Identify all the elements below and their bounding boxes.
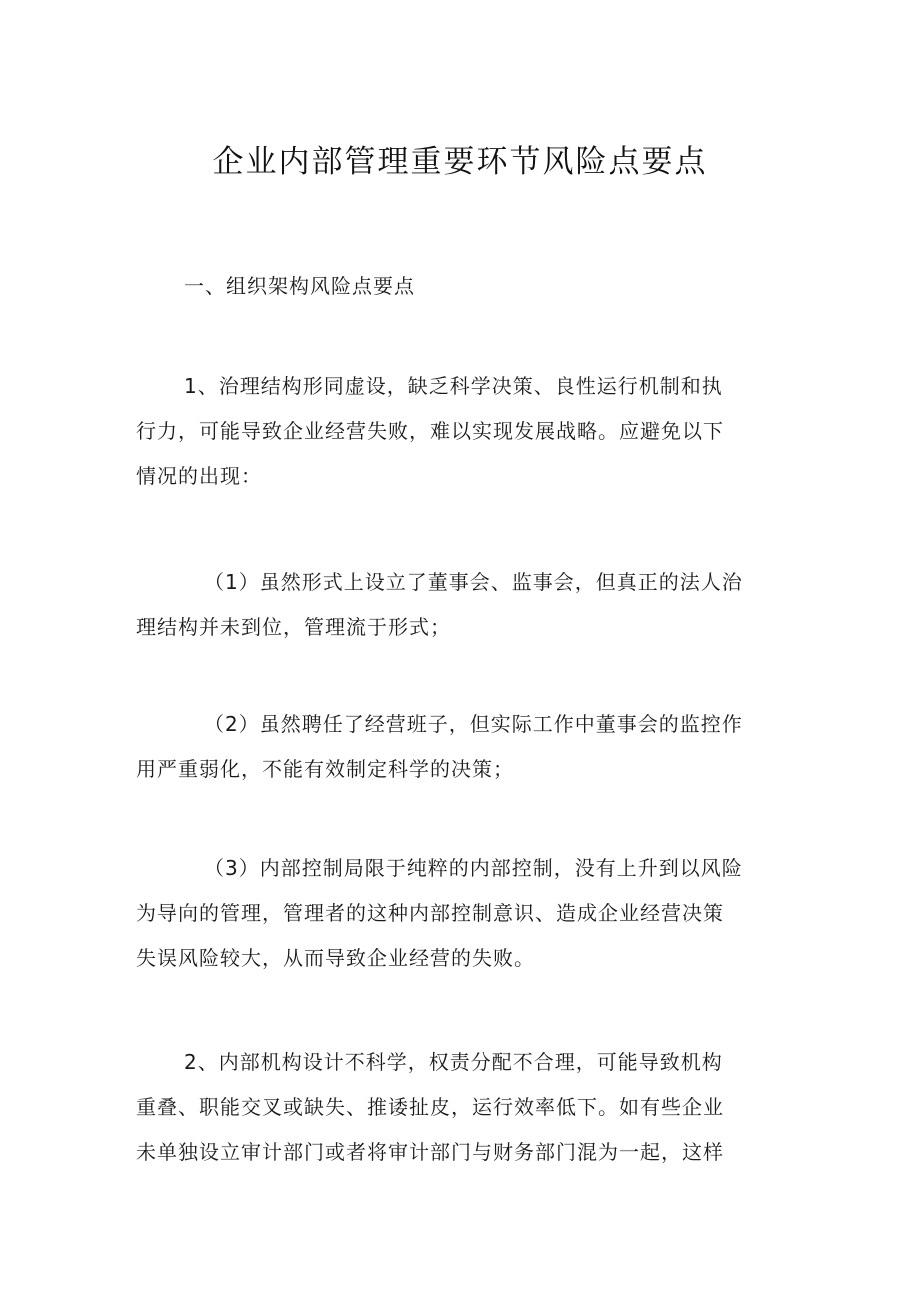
paragraph-line: 重叠、职能交叉或缺失、推诿扯皮，运行效率低下。如有些企业 [136, 1095, 724, 1119]
paragraph-line: 失误风险较大，从而导致企业经营的失败。 [136, 946, 535, 970]
paragraph-line: （1）虽然形式上设立了董事会、监事会，但真正的法人治 [204, 570, 743, 594]
section-heading-organization [136, 264, 786, 309]
paragraph-item-1 [136, 364, 786, 499]
paragraph-line: 未单独设立审计部门或者将审计部门与财务部门混为一起，这样 [136, 1140, 724, 1164]
paragraph-sub-2 [136, 702, 786, 792]
paragraph-line: 情况的出现： [136, 464, 262, 488]
paragraph-line: 为导向的管理，管理者的这种内部控制意识、造成企业经营决策 [136, 901, 724, 925]
document-title: 企业内部管理重要环节风险点要点 [212, 144, 708, 180]
paragraph-sub-1 [136, 560, 786, 650]
section-heading-text: 一、组织架构风险点要点 [184, 274, 415, 298]
paragraph-line: 理结构并未到位，管理流于形式； [136, 615, 451, 639]
paragraph-line: 行力，可能导致企业经营失败，难以实现发展战略。应避免以下 [136, 419, 724, 443]
paragraph-item-2 [136, 1040, 786, 1175]
paragraph-line: 用严重弱化，不能有效制定科学的决策； [136, 757, 514, 781]
paragraph-line: （2）虽然聘任了经营班子，但实际工作中董事会的监控作 [204, 712, 743, 736]
paragraph-line: 2、内部机构设计不科学，权责分配不合理，可能导致机构 [184, 1050, 723, 1074]
paragraph-sub-3 [136, 846, 786, 981]
paragraph-line: 1、治理结构形同虚设，缺乏科学决策、良性运行机制和执 [184, 374, 723, 398]
paragraph-line: （3）内部控制局限于纯粹的内部控制，没有上升到以风险 [204, 856, 743, 880]
